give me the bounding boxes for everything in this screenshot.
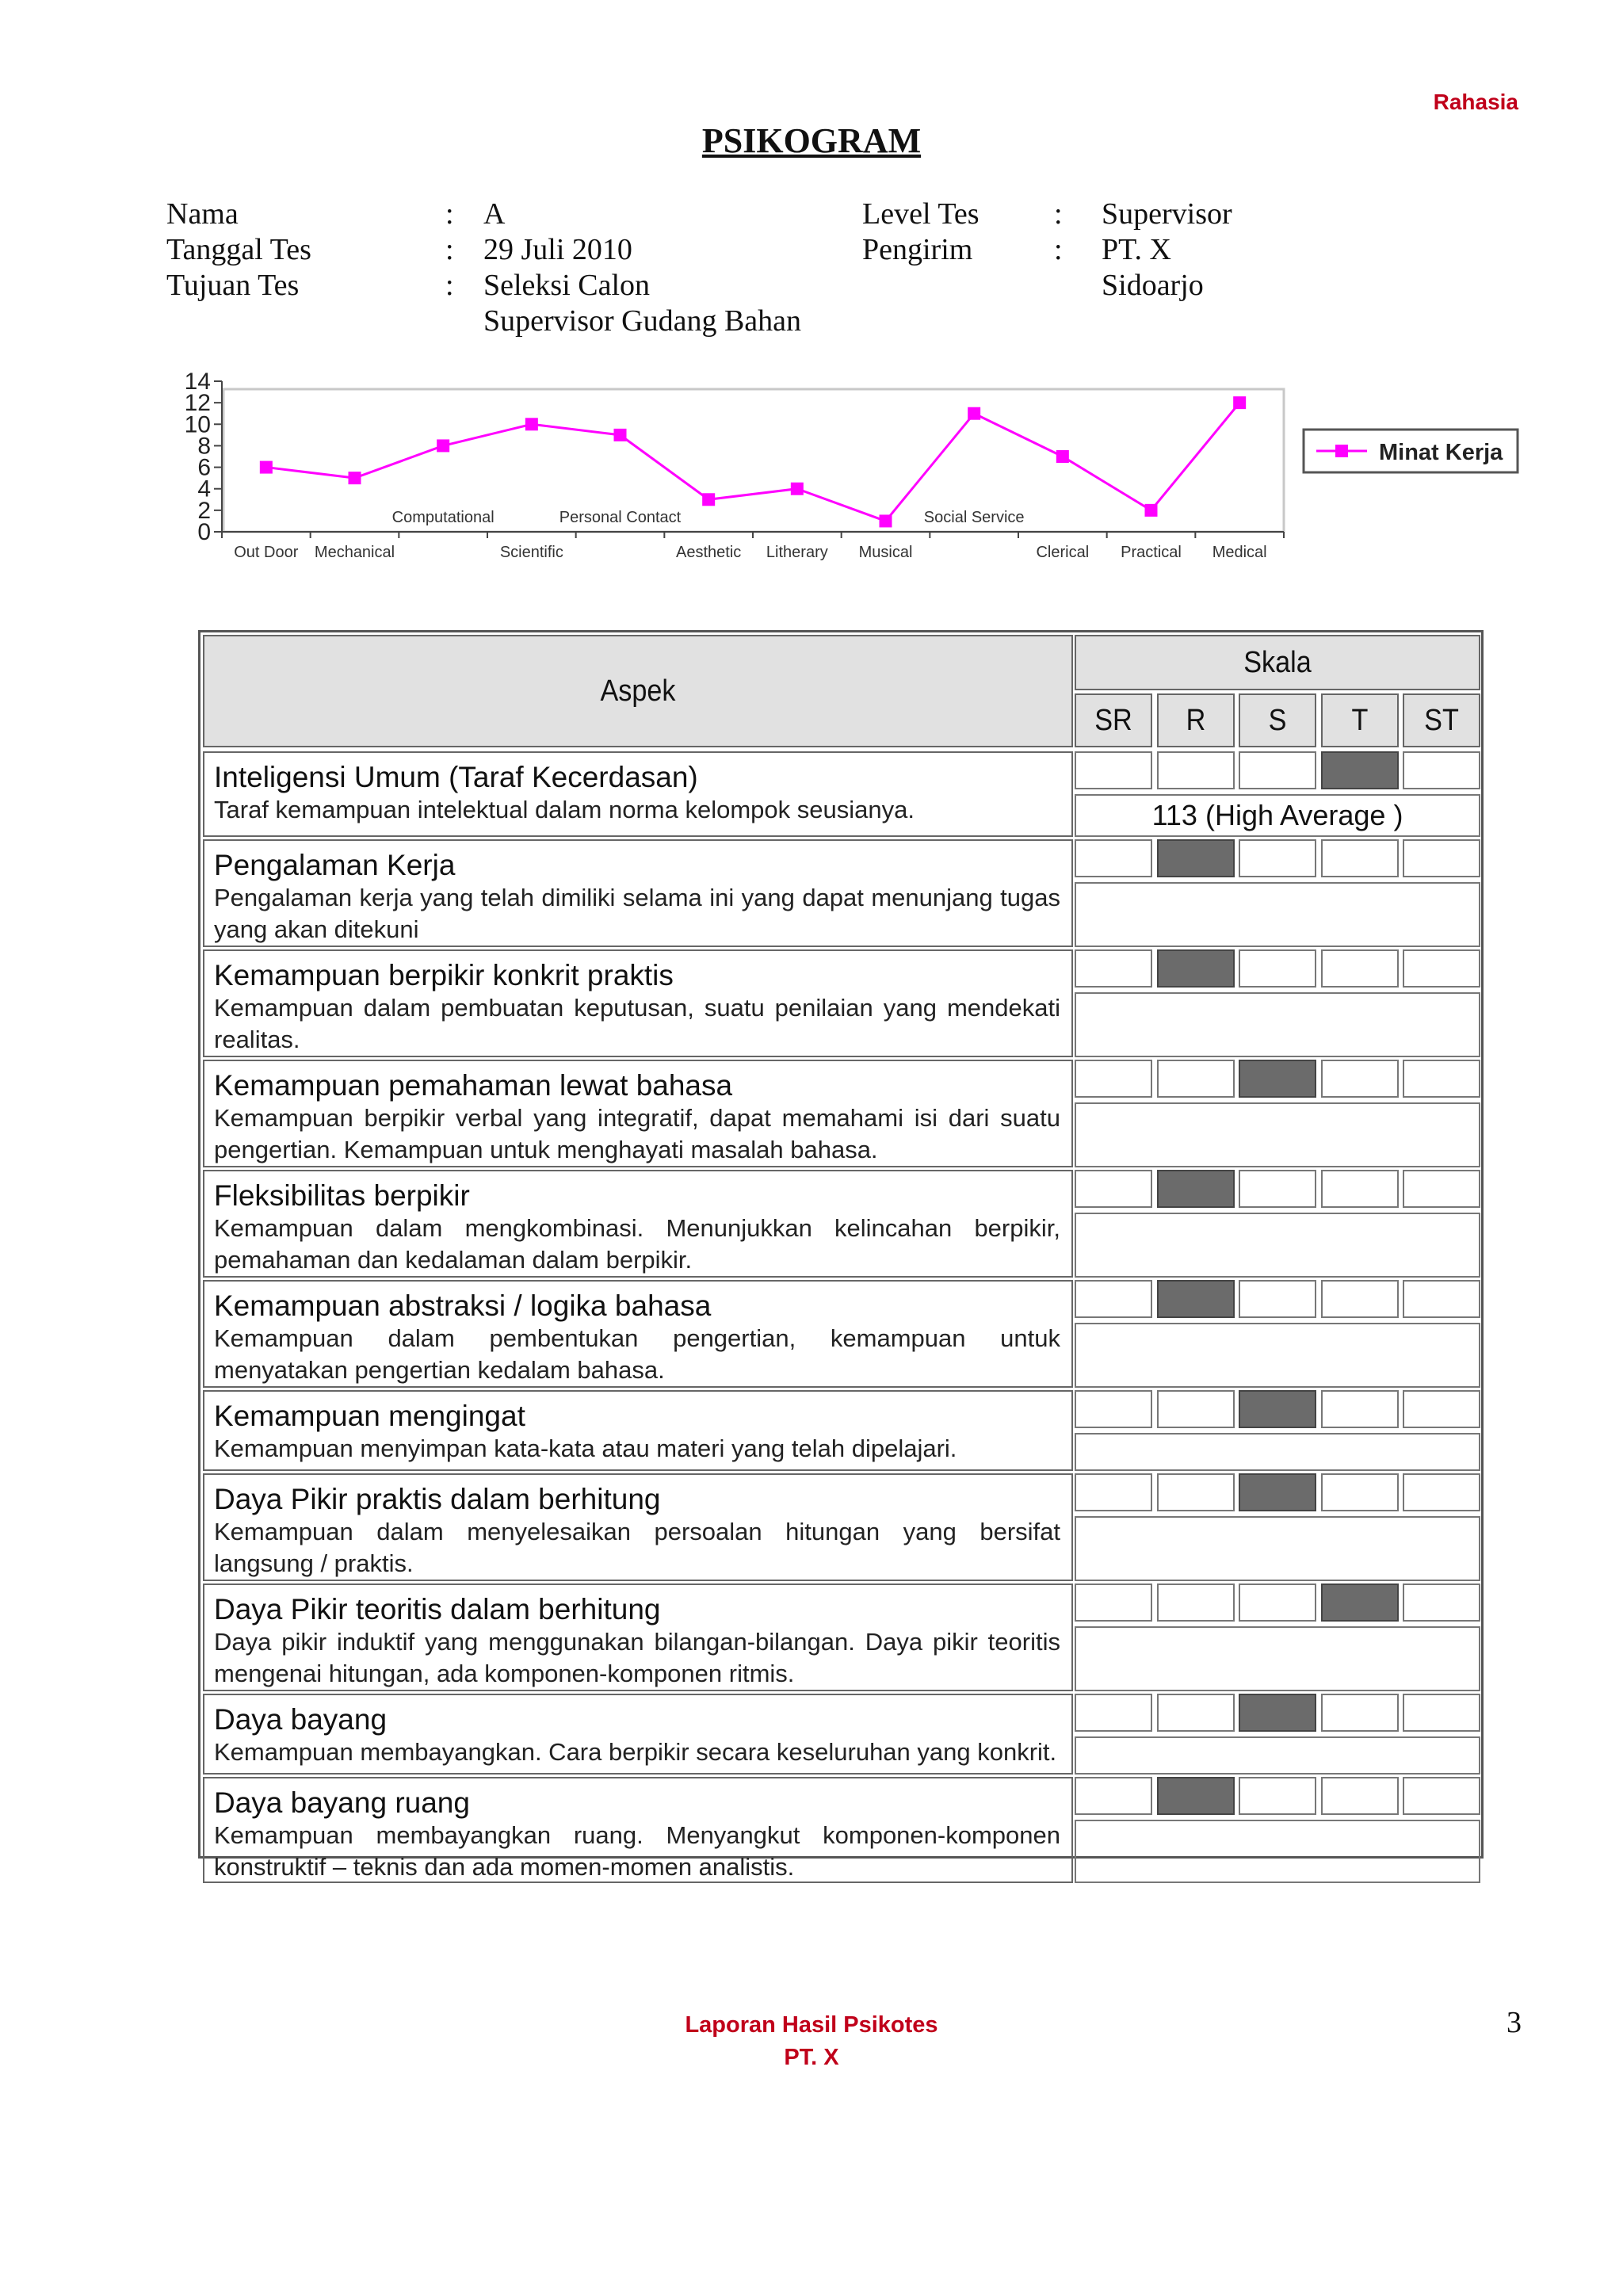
- info-row: [166, 268, 801, 304]
- score-box-t: [1321, 1584, 1399, 1622]
- aspek-description: Pengalaman kerja yang telah dimiliki selama ini yang dapat menunjang tugas yang akan ditekuni: [214, 884, 1060, 943]
- aspek-cell: [203, 1390, 1073, 1471]
- footer: [0, 2009, 1623, 2074]
- score-note: [1075, 1213, 1480, 1278]
- page-number: 3: [1507, 2006, 1522, 2039]
- score-box-t: [1321, 949, 1399, 988]
- scale-label-st: [1403, 693, 1480, 747]
- plot-area: [223, 389, 1284, 532]
- aspek-cell: [203, 1170, 1073, 1278]
- info-right: [862, 197, 1232, 304]
- score-box-r: [1157, 1584, 1235, 1622]
- info-value: Seleksi Calon: [483, 269, 651, 302]
- score-box-t: [1321, 1694, 1399, 1732]
- confidential-label: Rahasia: [1433, 90, 1518, 114]
- data-point: [1233, 396, 1246, 409]
- score-box-r: [1157, 1777, 1235, 1815]
- y-tick-label: 10: [184, 411, 211, 438]
- footer-line2: PT. X: [784, 2045, 839, 2070]
- info-value: A: [483, 197, 506, 231]
- aspek-title: Kemampuan berpikir konkrit praktis: [214, 959, 674, 991]
- aspek-description: Kemampuan membayangkan. Cara berpikir secara keseluruhan yang konkrit.: [214, 1738, 1057, 1766]
- skala-header-text: Skala: [1243, 645, 1312, 679]
- aspek-cell: [203, 1060, 1073, 1167]
- info-value: PT. X: [1102, 233, 1171, 266]
- score-box-r: [1157, 1473, 1235, 1511]
- data-point: [702, 493, 715, 506]
- data-point: [880, 514, 892, 527]
- score-box-t: [1321, 839, 1399, 877]
- info-row: [166, 304, 801, 339]
- scale-label-sr: [1075, 693, 1152, 747]
- info-value: Supervisor Gudang Bahan: [483, 304, 802, 338]
- score-box-t: [1321, 1280, 1399, 1318]
- score-box-sr: [1075, 751, 1152, 789]
- aspek-title: Daya Pikir praktis dalam berhitung: [214, 1483, 661, 1515]
- score-box-st: [1403, 1694, 1480, 1732]
- score-box-sr: [1075, 1584, 1152, 1622]
- page-title: PSIKOGRAM: [701, 121, 922, 160]
- info-colon: :: [445, 233, 454, 266]
- info-row: [862, 197, 1232, 232]
- data-point: [614, 429, 627, 441]
- data-point: [349, 472, 361, 484]
- score-note: [1075, 882, 1480, 947]
- aspek-title: Inteligensi Umum (Taraf Kecerdasan): [214, 761, 698, 793]
- scale-label-text: ST: [1424, 703, 1459, 737]
- data-point: [1145, 504, 1158, 517]
- score-box-sr: [1075, 1777, 1152, 1815]
- score-box-sr: [1075, 1280, 1152, 1318]
- aspek-title: Daya bayang ruang: [214, 1786, 470, 1819]
- score-box-t: [1321, 751, 1399, 789]
- score-note: [1075, 1736, 1480, 1775]
- score-box-sr: [1075, 839, 1152, 877]
- aspek-cell: [203, 1584, 1073, 1691]
- score-box-r: [1157, 1694, 1235, 1732]
- score-box-st: [1403, 1390, 1480, 1428]
- info-label: Nama: [166, 197, 239, 231]
- info-label: Tanggal Tes: [166, 233, 311, 266]
- score-box-sr: [1075, 1060, 1152, 1098]
- x-category-label: Personal Contact: [559, 509, 682, 526]
- aspek-title: Kemampuan abstraksi / logika bahasa: [214, 1289, 712, 1322]
- info-colon: :: [1054, 197, 1063, 231]
- data-point: [525, 418, 538, 430]
- info-value: 29 Juli 2010: [483, 233, 632, 266]
- scale-label-text: T: [1351, 703, 1369, 737]
- info-colon: [1054, 268, 1102, 304]
- scale-label-r: [1157, 693, 1235, 747]
- aspek-cell: [203, 1694, 1073, 1775]
- info-row: [166, 197, 801, 232]
- score-box-sr: [1075, 949, 1152, 988]
- score-box-sr: [1075, 1390, 1152, 1428]
- aspek-cell: [203, 1473, 1073, 1581]
- score-box-s: [1239, 1473, 1316, 1511]
- score-box-st: [1403, 1584, 1480, 1622]
- aspek-cell: [203, 751, 1073, 837]
- aspek-description: Daya pikir induktif yang menggunakan bilangan-bilangan. Daya pikir teoritis mengenai hitungan, ada komponen-komponen ritmis.: [214, 1628, 1060, 1687]
- scale-label-text: S: [1268, 703, 1287, 737]
- score-box-r: [1157, 751, 1235, 789]
- info-label: Tujuan Tes: [166, 269, 300, 302]
- info-label: Level Tes: [862, 197, 980, 231]
- psychogram-table: [198, 630, 1484, 1881]
- aspek-title: Kemampuan pemahaman lewat bahasa: [214, 1069, 733, 1102]
- interest-chart: [158, 361, 1522, 567]
- x-category-label: Social Service: [923, 509, 1025, 526]
- x-category-label: Litherary: [766, 544, 828, 561]
- score-box-r: [1157, 1060, 1235, 1098]
- score-box-st: [1403, 1777, 1480, 1815]
- y-tick-label: 2: [197, 497, 211, 524]
- score-box-st: [1403, 1280, 1480, 1318]
- aspek-description: Kemampuan menyimpan kata-kata atau materi yang telah dipelajari.: [214, 1435, 957, 1462]
- info-row: [862, 232, 1232, 268]
- aspek-title: Daya Pikir teoritis dalam berhitung: [214, 1593, 661, 1626]
- y-tick-label: 14: [184, 369, 211, 395]
- score-box-st: [1403, 1170, 1480, 1208]
- score-box-sr: [1075, 1473, 1152, 1511]
- x-category-label: Practical: [1121, 544, 1182, 561]
- score-box-r: [1157, 839, 1235, 877]
- score-box-r: [1157, 1170, 1235, 1208]
- x-category-label: Computational: [391, 509, 495, 526]
- score-box-s: [1239, 1584, 1316, 1622]
- score-note: [1075, 1820, 1480, 1883]
- aspek-description: Kemampuan dalam pembuatan keputusan, suatu penilaian yang mendekati realitas.: [214, 994, 1060, 1053]
- info-label: Pengirim: [862, 233, 973, 266]
- aspek-description: Taraf kemampuan intelektual dalam norma kelompok seusianya.: [214, 796, 915, 823]
- scale-label-text: SR: [1094, 703, 1132, 737]
- aspek-description: Kemampuan dalam menyelesaikan persoalan hitungan yang bersifat langsung / praktis.: [214, 1518, 1060, 1577]
- score-box-s: [1239, 1280, 1316, 1318]
- info-colon: :: [1054, 233, 1063, 266]
- chart-svg: [158, 361, 1522, 567]
- x-category-label: Aesthetic: [676, 544, 742, 561]
- score-note: [1075, 1516, 1480, 1581]
- score-note: [1075, 1433, 1480, 1471]
- x-category-label: Mechanical: [314, 544, 395, 561]
- legend-marker: [1335, 445, 1348, 457]
- aspek-cell: [203, 1280, 1073, 1388]
- y-tick-label: 12: [184, 390, 211, 417]
- aspek-header: [203, 635, 1073, 747]
- data-point: [791, 483, 804, 495]
- score-box-t: [1321, 1060, 1399, 1098]
- score-box-r: [1157, 949, 1235, 988]
- score-note: [1075, 992, 1480, 1057]
- legend-label: Minat Kerja: [1379, 440, 1503, 465]
- skala-header: [1075, 635, 1480, 690]
- aspek-header-text: Aspek: [600, 674, 676, 708]
- footer-line1: Laporan Hasil Psikotes: [685, 2012, 938, 2038]
- aspek-description: Kemampuan dalam pembentukan pengertian, kemampuan untuk menyatakan pengertian kedalam bahasa.: [214, 1324, 1060, 1384]
- x-category-label: Medical: [1212, 544, 1267, 561]
- aspek-title: Pengalaman Kerja: [214, 849, 456, 881]
- score-box-r: [1157, 1390, 1235, 1428]
- x-category-label: Scientific: [499, 544, 563, 561]
- score-box-s: [1239, 1170, 1316, 1208]
- scale-label-t: [1321, 693, 1399, 747]
- y-tick-label: 4: [197, 476, 211, 502]
- y-tick-label: 6: [197, 454, 211, 481]
- score-box-s: [1239, 1060, 1316, 1098]
- info-left: [166, 197, 801, 339]
- info-label: [862, 268, 1054, 304]
- score-box-sr: [1075, 1170, 1152, 1208]
- data-point: [437, 439, 449, 452]
- aspek-description: Kemampuan berpikir verbal yang integratif, dapat memahami isi dari suatu pengertian. Kemampuan untuk menghayati masalah bahasa.: [214, 1104, 1060, 1163]
- data-point: [1056, 450, 1069, 463]
- aspek-title: Fleksibilitas berpikir: [214, 1179, 470, 1212]
- aspek-title: Daya bayang: [214, 1703, 388, 1736]
- scale-label-s: [1239, 693, 1316, 747]
- info-value: Sidoarjo: [1102, 269, 1204, 302]
- score-box-st: [1403, 949, 1480, 988]
- aspek-cell: [203, 1777, 1073, 1883]
- aspek-description: Kemampuan membayangkan ruang. Menyangkut komponen-komponen konstruktif – teknis dan ada momen-momen analistis.: [214, 1821, 1060, 1881]
- score-note: [1075, 1102, 1480, 1167]
- score-note: 113 (High Average ): [1075, 794, 1480, 837]
- data-point: [260, 461, 273, 474]
- info-row: [862, 268, 1232, 304]
- y-tick-label: 0: [197, 519, 211, 545]
- data-point: [968, 407, 980, 420]
- score-box-s: [1239, 751, 1316, 789]
- info-colon: :: [445, 269, 454, 302]
- score-box-s: [1239, 949, 1316, 988]
- score-box-t: [1321, 1170, 1399, 1208]
- score-box-s: [1239, 1390, 1316, 1428]
- score-box-st: [1403, 839, 1480, 877]
- score-box-st: [1403, 751, 1480, 789]
- score-note: [1075, 1323, 1480, 1388]
- info-label: [166, 304, 445, 339]
- aspek-title: Kemampuan mengingat: [214, 1400, 525, 1432]
- score-box-s: [1239, 1777, 1316, 1815]
- score-box-r: [1157, 1280, 1235, 1318]
- aspek-description: Kemampuan dalam mengkombinasi. Menunjukkan kelincahan berpikir, pemahaman dan kedalaman dalam berpikir.: [214, 1214, 1060, 1274]
- score-box-t: [1321, 1390, 1399, 1428]
- score-box-s: [1239, 839, 1316, 877]
- score-box-t: [1321, 1473, 1399, 1511]
- x-category-label: Clerical: [1036, 544, 1090, 561]
- score-box-t: [1321, 1777, 1399, 1815]
- info-colon: [445, 304, 483, 339]
- y-tick-label: 8: [197, 433, 211, 460]
- info-colon: :: [445, 197, 454, 231]
- score-box-s: [1239, 1694, 1316, 1732]
- aspek-cell: [203, 839, 1073, 947]
- info-value: Supervisor: [1102, 197, 1232, 231]
- x-category-label: Musical: [858, 544, 913, 561]
- aspek-cell: [203, 949, 1073, 1057]
- score-box-sr: [1075, 1694, 1152, 1732]
- score-box-st: [1403, 1060, 1480, 1098]
- scale-label-text: R: [1186, 703, 1206, 737]
- score-box-st: [1403, 1473, 1480, 1511]
- info-row: [166, 232, 801, 268]
- x-category-label: Out Door: [234, 544, 299, 561]
- score-note: [1075, 1626, 1480, 1691]
